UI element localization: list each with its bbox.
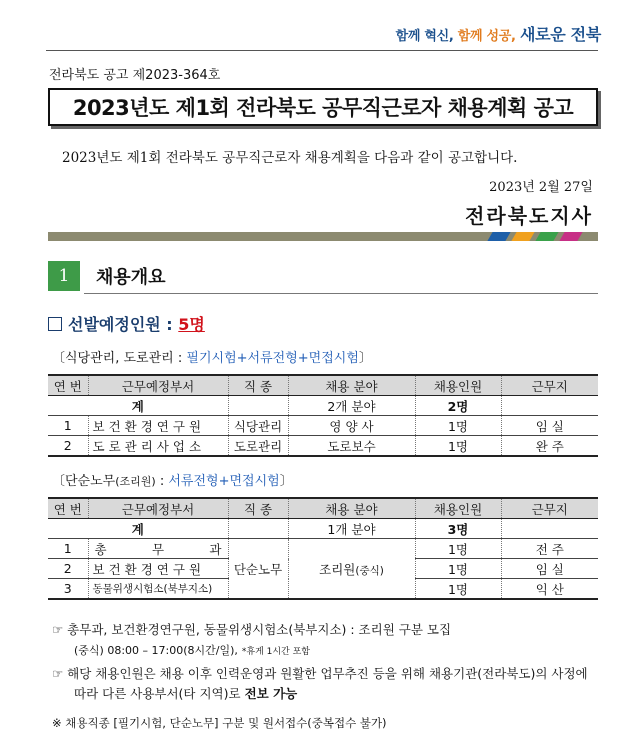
- selection-count: 5명: [178, 315, 205, 334]
- document-title: 2023년도 제1회 전라북도 공무직근로자 채용계획 공고: [48, 88, 598, 126]
- row-dept: 도로관리사업소: [88, 436, 228, 457]
- row-no: 1: [48, 416, 88, 436]
- slogan-part3: 새로운 전북: [519, 25, 601, 44]
- slogan: [396, 22, 601, 45]
- selection-heading: [48, 312, 205, 335]
- sum-count: 3명: [415, 519, 501, 539]
- header-no: 연 번: [48, 498, 88, 519]
- category-1-method: 필기시험+서류전형+면접시험: [186, 351, 359, 366]
- sum-label: 계: [48, 519, 228, 539]
- row-type-merged: 단순노무: [228, 539, 288, 600]
- row-dept: 보건환경연구원: [88, 559, 228, 579]
- section-title: 채용개요: [96, 267, 166, 288]
- decorative-band: [48, 232, 598, 241]
- band-stripe-orange: [511, 232, 534, 241]
- header-count: 채용인원: [415, 375, 501, 396]
- note-1-hours: [52, 640, 451, 662]
- sum-empty: [228, 519, 288, 539]
- recruit-table-1: [48, 374, 598, 457]
- note-3: ※ 채용직종 [필기시험, 단순노무] 구분 및 원서접수(중복접수 불가): [52, 716, 387, 730]
- notice-number: 전라북도 공고 제2023-364호: [49, 68, 221, 83]
- row-no: 2: [48, 436, 88, 457]
- row-count: 1명: [415, 416, 501, 436]
- intro-text: 2023년도 제1회 전라북도 공무직근로자 채용계획을 다음과 같이 공고합니다.: [62, 150, 518, 166]
- sum-empty-loc: [501, 519, 598, 539]
- note-2-line: ☞ 해당 채용인원은 채용 이후 인력운영과 원활한 업무추진 등을 위해 채용기관(전라북도)의 사정에: [52, 666, 588, 681]
- row-location: 전 주: [501, 539, 598, 559]
- header-dept: 근무예정부서: [88, 375, 228, 396]
- header-location: 근무지: [501, 498, 598, 519]
- row-count: 1명: [415, 539, 501, 559]
- header-count: 채용인원: [415, 498, 501, 519]
- selection-label: 선발예정인원 :: [68, 315, 173, 334]
- category-2-name: 〔단순노무: [52, 474, 116, 489]
- row-dept: 총 무 과: [88, 539, 228, 559]
- band-stripe-blue: [487, 232, 510, 241]
- note-1-line: ☞ 총무과, 보건환경연구원, 동물위생시험소(북부지소) : 조리원 구분 모집: [52, 622, 452, 637]
- row-location: 익 산: [501, 579, 598, 600]
- row-no: 3: [48, 579, 88, 600]
- row-location: 임 실: [501, 559, 598, 579]
- note-2-cont: [52, 684, 612, 704]
- section-underline: [84, 293, 598, 294]
- table-sum-row: [48, 519, 598, 539]
- row-field: 도로보수: [288, 436, 415, 457]
- field-name: 조리원: [319, 561, 356, 577]
- note-2: [52, 664, 612, 704]
- row-no: 1: [48, 539, 88, 559]
- sum-label: 계: [48, 396, 228, 416]
- band-stripe-green: [535, 232, 558, 241]
- row-no: 2: [48, 559, 88, 579]
- sum-empty-loc: [501, 396, 598, 416]
- note-2-emphasis: 전보 가능: [244, 686, 298, 701]
- row-field: 영 양 사: [288, 416, 415, 436]
- row-dept: 보건환경연구원: [88, 416, 228, 436]
- category-2-close: 〕: [279, 474, 293, 489]
- checkbox-square-icon: [48, 317, 62, 331]
- top-divider: [46, 50, 598, 51]
- row-count: 1명: [415, 579, 501, 600]
- category-1-close: 〕: [358, 351, 372, 366]
- sum-field: 2개 분야: [288, 396, 415, 416]
- row-type: 식당관리: [228, 416, 288, 436]
- note-1: [52, 620, 451, 662]
- header-type: 직 종: [228, 498, 288, 519]
- header-dept: 근무예정부서: [88, 498, 228, 519]
- note-1-hours-text: (중식) 08:00 – 17:00(8시간/일),: [74, 644, 238, 657]
- band-stripe-pink: [559, 232, 582, 241]
- header-field: 채용 분야: [288, 375, 415, 396]
- field-sub: (중식): [355, 564, 384, 577]
- row-type: 도로관리: [228, 436, 288, 457]
- row-count: 1명: [415, 559, 501, 579]
- sum-field: 1개 분야: [288, 519, 415, 539]
- row-location: 완 주: [501, 436, 598, 457]
- sum-empty: [228, 396, 288, 416]
- table-row: [48, 539, 598, 559]
- section-number: 1: [48, 261, 80, 291]
- sum-count: 2명: [415, 396, 501, 416]
- category-2-sub: (조리원): [115, 475, 156, 488]
- category-2-label: [52, 470, 293, 489]
- table-row: [48, 436, 598, 457]
- category-2-method: 서류전형+면접시험: [168, 474, 280, 489]
- table-header-row: [48, 375, 598, 396]
- category-2-colon: :: [155, 474, 165, 489]
- issuer: 전라북도지사: [465, 204, 593, 228]
- header-no: 연 번: [48, 375, 88, 396]
- row-location: 임 실: [501, 416, 598, 436]
- table-header-row: [48, 498, 598, 519]
- row-dept: 동물위생시험소(북부지소): [88, 579, 228, 600]
- row-count: 1명: [415, 436, 501, 457]
- header-location: 근무지: [501, 375, 598, 396]
- issue-date: 2023년 2월 27일: [489, 180, 593, 195]
- row-field-merged: [288, 539, 415, 600]
- slogan-part1: 함께 혁신,: [395, 29, 454, 44]
- table-row: [48, 416, 598, 436]
- category-1-name: 〔식당관리, 도로관리 :: [52, 351, 183, 366]
- recruit-table-2: [48, 497, 598, 600]
- table-sum-row: [48, 396, 598, 416]
- slogan-part2: 함께 성공,: [457, 29, 516, 44]
- header-type: 직 종: [228, 375, 288, 396]
- category-1-label: [52, 347, 372, 366]
- note-2-cont-text: 따라 다른 사용부서(타 지역)로: [74, 686, 241, 701]
- header-field: 채용 분야: [288, 498, 415, 519]
- note-1-break: *휴게 1시간 포함: [241, 647, 310, 657]
